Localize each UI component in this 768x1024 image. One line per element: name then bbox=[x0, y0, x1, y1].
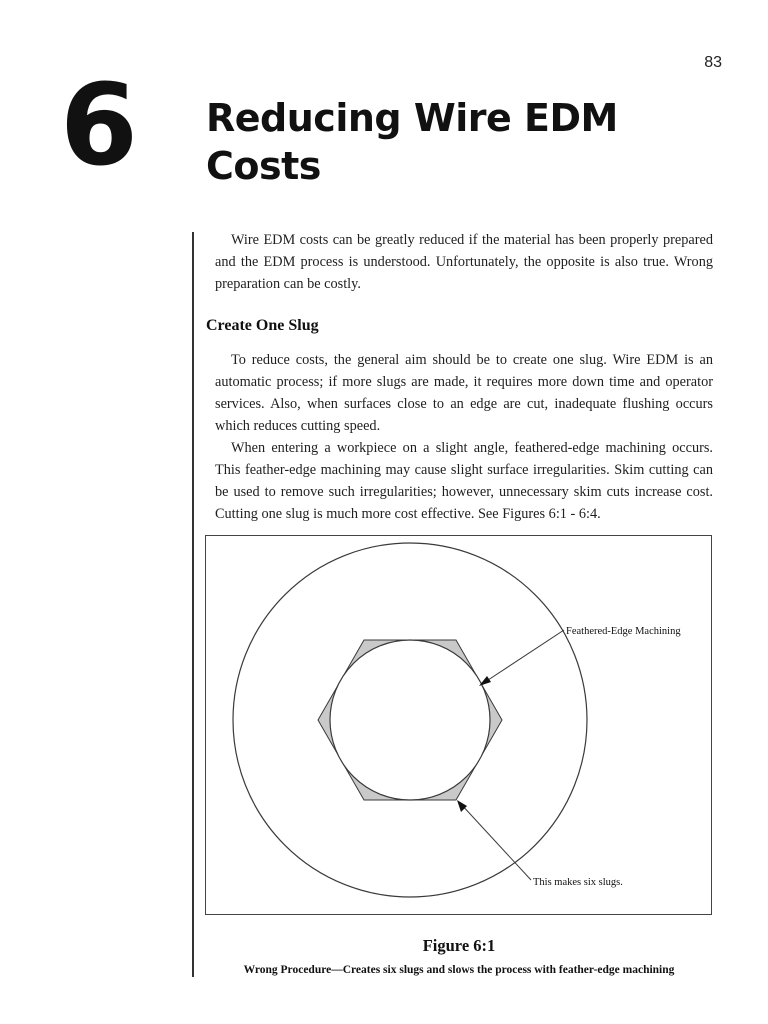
figure-subcaption: Wrong Procedure—Creates six slugs and slows the process with feather-edge machining bbox=[243, 964, 675, 976]
arrowhead-bottom bbox=[457, 800, 467, 812]
body-paragraph-2: When entering a workpiece on a slight angle, feathered-edge machining occurs. This feather-edge machining may cause slight surface irregularities. Skim cutting can be used to remove such irregularities; however, unnecessary skim cuts increase cost. Cutting one slug is much more cost effective. See Figures 6:1 - 6:4. bbox=[215, 440, 713, 522]
body-paragraph-1: To reduce costs, the general aim should be to create one slug. Wire EDM is an automatic process; if more slugs are made, it requires more down time and operator services. Also, when surfaces close to an edge are cut, inadequate flushing occurs which reduces cutting speed. bbox=[215, 352, 713, 434]
annotation-arrow-top bbox=[482, 630, 564, 684]
chapter-number: 6 bbox=[60, 61, 134, 191]
figure-drawing bbox=[206, 536, 711, 914]
annotation-feathered-edge: Feathered-Edge Machining bbox=[566, 626, 681, 637]
page-number: 83 bbox=[704, 54, 722, 71]
arrowhead-top bbox=[479, 676, 491, 686]
figure-box bbox=[205, 535, 712, 915]
chapter-title: Reducing Wire EDM Costs bbox=[206, 96, 618, 188]
figure-caption: Figure 6:1 bbox=[422, 936, 496, 955]
annotation-six-slugs: This makes six slugs. bbox=[533, 877, 623, 888]
inner-circle bbox=[330, 640, 490, 800]
section-heading: Create One Slug bbox=[206, 317, 319, 334]
margin-rule bbox=[192, 232, 194, 977]
annotation-arrow-bottom bbox=[460, 803, 531, 880]
intro-paragraph: Wire EDM costs can be greatly reduced if the material has been properly prepared and the EDM process is understood. Unfortunately, the opposite is also true. Wrong preparation can be costly. bbox=[215, 232, 713, 292]
